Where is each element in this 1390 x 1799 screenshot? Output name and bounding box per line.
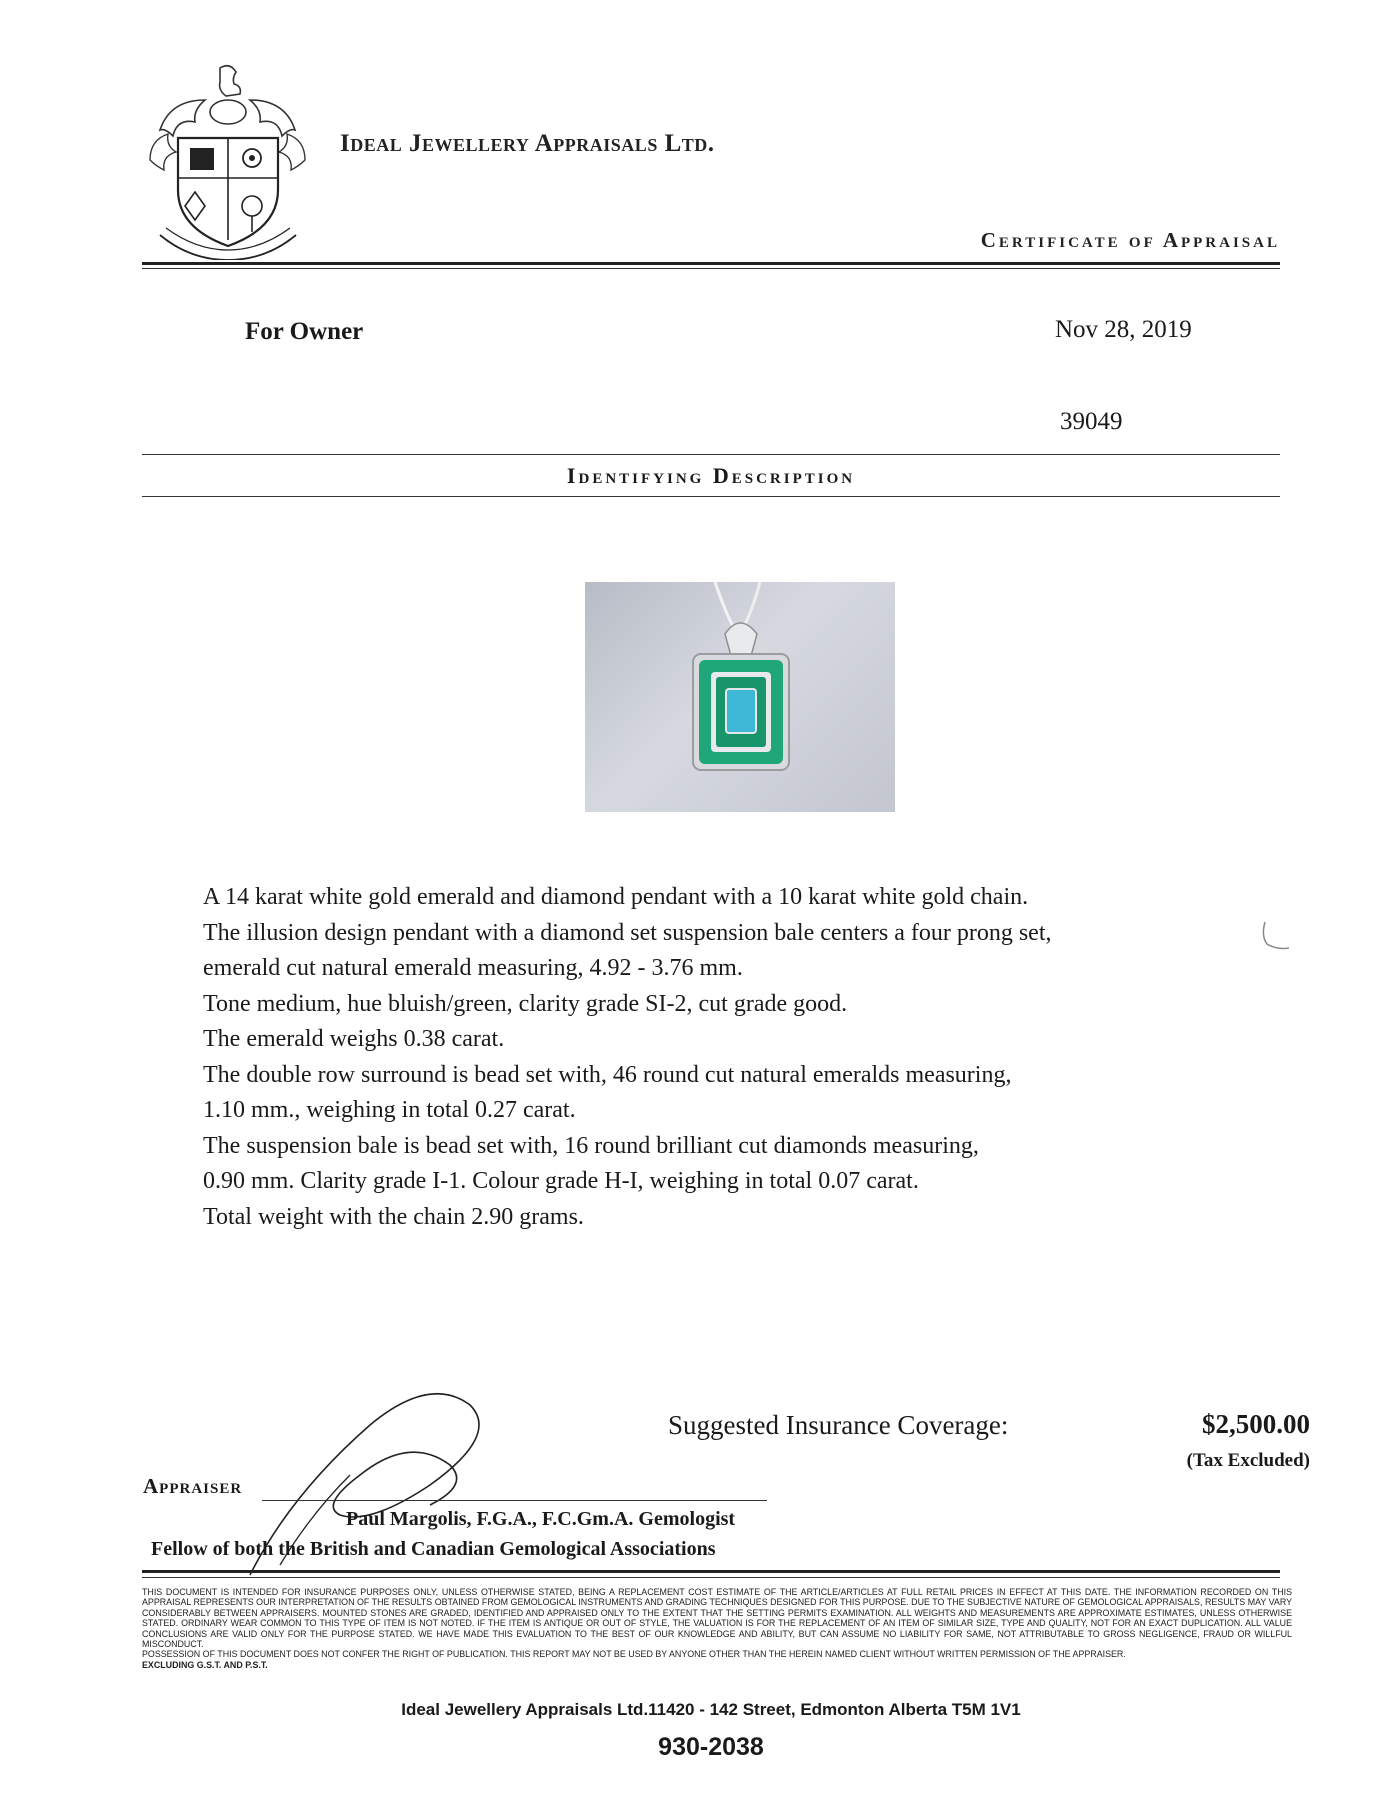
section-rule-top <box>142 454 1280 455</box>
disclaimer-text: THIS DOCUMENT IS INTENDED FOR INSURANCE PURPOSES ONLY, UNLESS OTHERWISE STATED, BEING A REPLACEMENT COST ESTIMATE OF THE ARTICLE/ARTICLES AT FULL RETAIL PRICES IN EFFECT AT THIS DATE. THE INFORMATION RECORDED ON THIS APPRAISAL REPRESENTS OUR INTERPRETATION OF THE RESULTS OBTAINED FROM GEMOLOGICAL INSTRUMENTS AND GRADING TECHNIQUES DESIGNED FOR THIS PURPOSE. DUE TO THE SUBJECTIVE NATURE OF GEMOLOGICAL APPRAISALS, RESULTS MAY VARY CONSIDERABLY BETWEEN APPRAISERS. MOUNTED STONES ARE GRADED, IDENTIFIED AND APPRAISED ONLY TO THE EXTENT THAT THE SETTING PERMITS EXAMINATION. ALL WEIGHTS AND MEASUREMENTS ARE APPROXIMATE ESTIMATES, UNLESS OTHERWISE STATED. ORDINARY WEAR COMMON TO THIS TYPE OF ITEM IS NOT NOTED. IF THE ITEM IS ANTIQUE OR OUT OF STYLE, THE VALUATION IS FOR THE REPLACEMENT OF AN ITEM OF SIMILAR SIZE, TYPE AND QUALITY, NOT FOR AN EXACT DUPLICATION. ALL VALUE CONCLUSIONS ARE VALID ONLY FOR THE PURPOSE STATED. WE HAVE MADE THIS EVALUATION TO THE BEST OF OUR KNOWLEDGE AND ABILITY, BUT CAN ASSUME NO LIABILITY FOR SAME, NOT ATTRIBUTABLE TO GROSS NEGLIGENCE, FRAUD OR WILLFUL MISCONDUCT. <box>142 1587 1292 1650</box>
insurance-value: $2,500.00 <box>1202 1409 1310 1439</box>
coat-of-arms-logo <box>140 60 315 260</box>
margin-mark <box>1255 920 1295 965</box>
description-line: The emerald weighs 0.38 carat. <box>203 1026 505 1052</box>
footer-rule-thin <box>142 1577 1280 1578</box>
description-line: 0.90 mm. Clarity grade I-1. Colour grade H-I, weighing in total 0.07 carat. <box>203 1168 919 1194</box>
description-line: 1.10 mm., weighing in total 0.27 carat. <box>203 1097 576 1123</box>
appraiser-name: Paul Margolis, F.G.A., F.C.Gm.A. Gemologist <box>346 1508 736 1530</box>
insurance-label: Suggested Insurance Coverage: <box>668 1410 1009 1440</box>
appraisal-date: Nov 28, 2019 <box>1055 316 1192 343</box>
header-rule <box>142 262 1280 265</box>
section-title: Identifying Description <box>566 463 856 488</box>
owner-label: For Owner <box>245 318 364 345</box>
footer-rule <box>142 1570 1280 1573</box>
footer-phone: 930-2038 <box>658 1733 764 1761</box>
description-line: The illusion design pendant with a diamond set suspension bale centers a four prong set, <box>203 919 1052 946</box>
footer-address: Ideal Jewellery Appraisals Ltd.11420 - 142 Street, Edmonton Alberta T5M 1V1 <box>401 1700 1021 1719</box>
tax-note: (Tax Excluded) <box>1186 1450 1310 1471</box>
description-line: emerald cut natural emerald measuring, 4.92 - 3.76 mm. <box>203 955 743 981</box>
description-line: A 14 karat white gold emerald and diamond pendant with a 10 karat white gold chain. <box>203 884 1029 910</box>
pendant-photo <box>585 582 895 812</box>
section-rule-bottom <box>142 496 1280 497</box>
company-name: Ideal Jewellery Appraisals Ltd. <box>340 130 715 157</box>
description-line: Total weight with the chain 2.90 grams. <box>203 1203 584 1230</box>
disclaimer <box>142 1587 1292 1670</box>
document-title: Certificate of Appraisal <box>980 228 1280 252</box>
item-description <box>203 880 1243 1235</box>
appraiser-label: Appraiser <box>143 1474 243 1498</box>
description-line: The double row surround is bead set with, 46 round cut natural emeralds measuring, <box>203 1061 1012 1088</box>
disclaimer-possession: POSSESSION OF THIS DOCUMENT DOES NOT CONFER THE RIGHT OF PUBLICATION. THIS REPORT MAY NOT BE USED BY ANYONE OTHER THAN THE HEREIN NAMED CLIENT WITHOUT WRITTEN PERMISSION OF THE APPRAISER. <box>142 1649 1126 1660</box>
description-line: Tone medium, hue bluish/green, clarity grade SI-2, cut grade good. <box>203 990 848 1017</box>
header-rule-thin <box>142 268 1280 269</box>
description-line: The suspension bale is bead set with, 16 round brilliant cut diamonds measuring, <box>203 1132 979 1159</box>
signature-line <box>262 1500 767 1501</box>
disclaimer-tax-note: EXCLUDING G.S.T. AND P.S.T. <box>142 1659 268 1670</box>
certificate-number: 39049 <box>1060 408 1123 435</box>
appraiser-fellowship: Fellow of both the British and Canadian Gemological Associations <box>151 1538 716 1560</box>
